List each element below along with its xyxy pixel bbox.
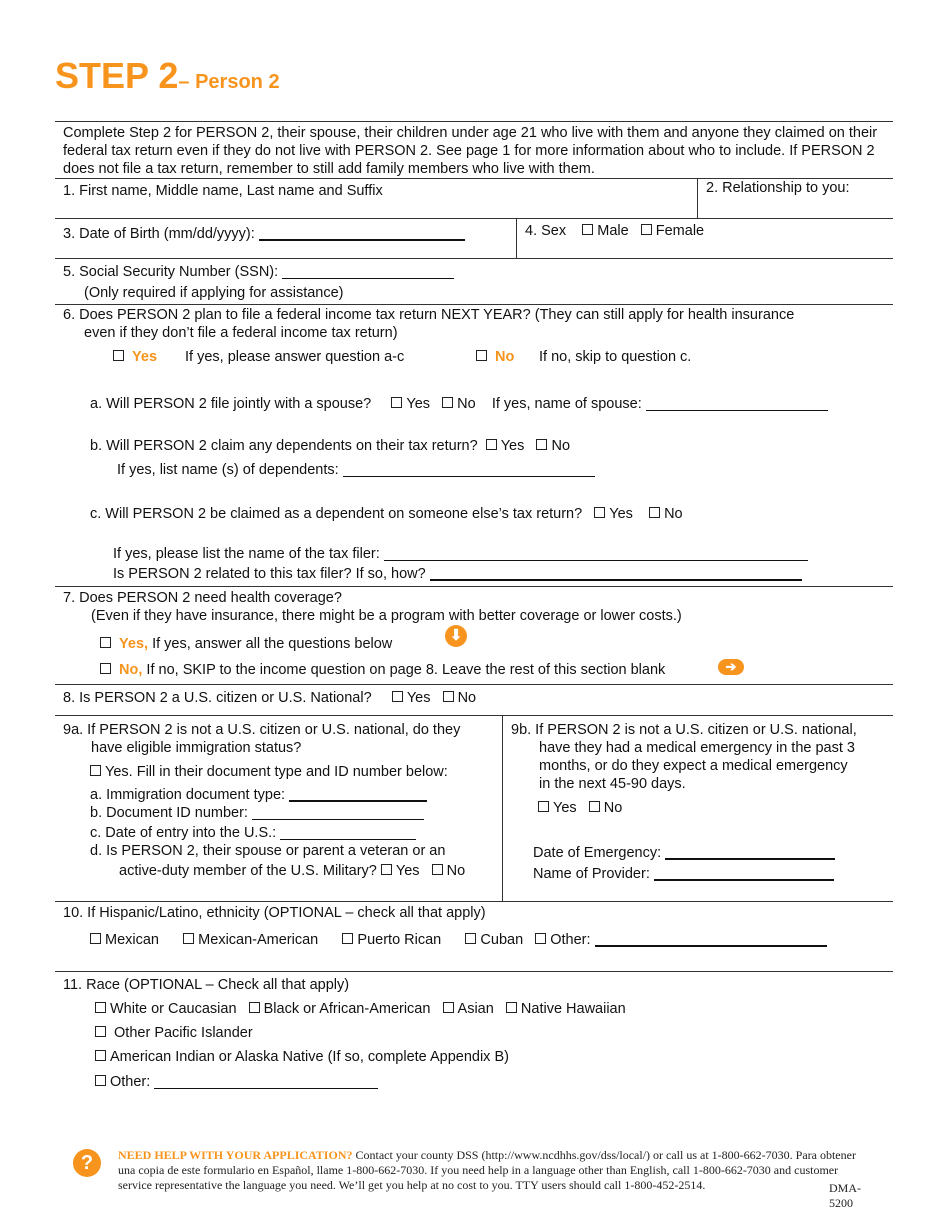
emergency-date-field — [533, 843, 835, 861]
ethnicity-other-label: Other: — [550, 932, 591, 948]
form-code-line2: 5200 — [829, 1196, 853, 1210]
relationship-field-label: 2. Relationship to you: — [706, 180, 850, 196]
help-body: Contact your county DSS (http://www.ncdhhs.gov/dss/local/) or call us at 1-800-662-7030. Para obtener una copia de este formulario en Español, llame 1-800-662-7030. If you need help in a language other than English, call 1-800-662-7030 and customer service representative the language you need. We’ll get you help at no cost to you. TTY users should call 1-800-452-2514. — [118, 1148, 856, 1192]
divider — [55, 586, 893, 587]
q7-yes-note: If yes, answer all the questions below — [152, 636, 393, 652]
q6a-no-label: No — [457, 396, 476, 412]
q6b-field — [90, 438, 570, 454]
q9b-yes-label: Yes — [553, 800, 577, 816]
spouse-name-label: If yes, name of spouse: — [491, 396, 642, 412]
name-field-label: 1. First name, Middle name, Last name and Suffix — [63, 183, 383, 199]
dependents-input[interactable] — [343, 461, 595, 477]
male-label: Male — [597, 223, 629, 239]
q6c-field — [90, 506, 683, 522]
hawaiian-label: Native Hawaiian — [520, 1001, 626, 1017]
race-option-pacific — [95, 1025, 253, 1041]
emergency-date-label: Date of Emergency: — [533, 845, 662, 861]
q6-yes-checkbox[interactable] — [113, 350, 124, 361]
q6-question: 6. Does PERSON 2 plan to file a federal income tax return NEXT YEAR? (They can still apply for health insurance — [63, 307, 795, 323]
puerto-rican-label: Puerto Rican — [357, 932, 442, 948]
doc-id-input[interactable] — [252, 804, 424, 820]
q8-field — [63, 690, 476, 706]
q8-yes-label: Yes — [406, 690, 431, 706]
divider — [516, 218, 517, 258]
divider — [697, 178, 698, 218]
q9a-question-cont: have eligible immigration status? — [91, 740, 302, 756]
puerto-rican-checkbox[interactable] — [342, 933, 353, 944]
race-options-row1 — [95, 1001, 626, 1017]
indian-label: American Indian or Alaska Native (If so, complete Appendix B) — [110, 1049, 509, 1065]
q6b-yes-label: Yes — [500, 438, 525, 454]
divider — [55, 258, 893, 259]
mexican-label: Mexican — [105, 932, 159, 948]
provider-label: Name of Provider: — [533, 866, 650, 882]
related-field — [113, 564, 802, 582]
entry-date-label: c. Date of entry into the U.S.: — [90, 825, 277, 841]
arrow-down-icon: ⬇ — [445, 625, 467, 647]
q6c-yes-label: Yes — [609, 506, 633, 522]
q9a-yes-checkbox[interactable] — [90, 765, 101, 776]
q9b-question: 9b. If PERSON 2 is not a U.S. citizen or U.S. national, — [511, 722, 857, 738]
pacific-label: Other Pacific Islander — [114, 1025, 253, 1041]
mexican-checkbox[interactable] — [90, 933, 101, 944]
q7-question: 7. Does PERSON 2 need health coverage? — [63, 590, 342, 606]
race-other-input[interactable] — [154, 1073, 378, 1089]
divider — [55, 971, 893, 972]
help-text — [118, 1148, 863, 1193]
q7-no-note: If no, SKIP to the income question on page 8. Leave the rest of this section blank — [146, 662, 666, 678]
q9a-yes-label: Yes. Fill in their document type and ID number below: — [105, 764, 448, 780]
emergency-date-input[interactable] — [665, 843, 835, 860]
q7-yes-option — [100, 636, 392, 652]
race-option-other — [95, 1073, 378, 1090]
male-checkbox[interactable] — [582, 224, 593, 235]
divider — [55, 304, 893, 305]
q9b-no-checkbox[interactable] — [589, 801, 600, 812]
dob-field — [63, 224, 465, 242]
sex-label: 4. Sex — [525, 223, 567, 239]
black-label: Black or African-American — [263, 1001, 431, 1017]
immigration-doc-field — [90, 785, 427, 803]
q6a-yes-label: Yes — [406, 396, 431, 412]
help-title: NEED HELP WITH YOUR APPLICATION? — [118, 1148, 353, 1162]
q6a-yes-checkbox[interactable] — [391, 397, 402, 408]
ethnicity-options — [90, 930, 827, 948]
q6-question-cont: even if they don’t file a federal income tax return) — [84, 325, 398, 341]
q6-no-option — [476, 349, 514, 365]
dependents-label: If yes, list name (s) of dependents: — [117, 462, 339, 478]
ssn-input[interactable] — [282, 263, 454, 279]
race-option-indian — [95, 1049, 509, 1065]
q8-question: 8. Is PERSON 2 a U.S. citizen or U.S. National? — [63, 690, 372, 706]
asian-label: Asian — [457, 1001, 494, 1017]
q11-label: 11. Race (OPTIONAL – Check all that apply) — [63, 977, 350, 993]
related-label: Is PERSON 2 related to this tax filer? If so, how? — [113, 566, 426, 582]
veteran-no-label: No — [446, 863, 466, 879]
veteran-yes-label: Yes — [395, 863, 420, 879]
mexican-american-checkbox[interactable] — [183, 933, 194, 944]
q6-yes-option — [113, 349, 157, 365]
q6c-no-label: No — [664, 506, 683, 522]
immigration-doc-label: a. Immigration document type: — [90, 787, 286, 803]
dob-input[interactable] — [259, 224, 465, 241]
divider — [55, 178, 893, 179]
q9b-question-l3: months, or do they expect a medical emergency — [539, 758, 848, 774]
q9b-yes-checkbox[interactable] — [538, 801, 549, 812]
q8-no-label: No — [457, 690, 477, 706]
tax-filer-field — [113, 545, 808, 562]
related-input[interactable] — [430, 564, 802, 581]
q6b-no-checkbox[interactable] — [536, 439, 547, 450]
q6b-yes-checkbox[interactable] — [486, 439, 497, 450]
q6-no-note: If no, skip to question c. — [539, 349, 692, 365]
doc-id-field — [90, 804, 424, 821]
hawaiian-checkbox[interactable] — [506, 1002, 517, 1013]
q9b-question-l4: in the next 45-90 days. — [539, 776, 686, 792]
page-title — [55, 55, 280, 97]
tax-filer-label: If yes, please list the name of the tax filer: — [113, 546, 380, 562]
q6c-question: c. Will PERSON 2 be claimed as a dependent on someone else’s tax return? — [90, 506, 583, 522]
q7-no-option — [100, 662, 665, 678]
q6-no-label: No — [495, 349, 515, 365]
divider — [55, 901, 893, 902]
q10-label: 10. If Hispanic/Latino, ethnicity (OPTIONAL – check all that apply) — [63, 905, 486, 921]
sex-field — [525, 223, 704, 239]
spouse-name-input[interactable] — [646, 395, 828, 411]
q9b-no-label: No — [603, 800, 623, 816]
q9a-yes-option — [90, 764, 448, 780]
race-other-label: Other: — [110, 1074, 151, 1090]
q6-yes-label: Yes — [132, 349, 158, 365]
q6-yes-note: If yes, please answer question a-c — [185, 349, 405, 365]
entry-date-field — [90, 824, 416, 841]
divider — [55, 715, 893, 716]
divider — [502, 715, 503, 901]
q6a-field — [90, 395, 828, 412]
help-icon: ? — [73, 1149, 101, 1177]
dependents-field — [117, 461, 595, 478]
q7-yes-label: Yes, — [119, 636, 149, 652]
asian-checkbox[interactable] — [443, 1002, 454, 1013]
cuban-checkbox[interactable] — [465, 933, 476, 944]
entry-date-input[interactable] — [280, 824, 416, 840]
q8-no-checkbox[interactable] — [443, 691, 454, 702]
ssn-note: (Only required if applying for assistance) — [84, 285, 344, 301]
provider-input[interactable] — [654, 864, 834, 881]
q6a-question: a. Will PERSON 2 file jointly with a spouse? — [90, 396, 372, 412]
tax-filer-input[interactable] — [384, 545, 808, 561]
doc-id-label: b. Document ID number: — [90, 805, 248, 821]
step-label: STEP 2 — [55, 55, 179, 96]
female-label: Female — [655, 223, 705, 239]
veteran-field — [119, 863, 465, 879]
indian-checkbox[interactable] — [95, 1050, 106, 1061]
q9a-question: 9a. If PERSON 2 is not a U.S. citizen or U.S. national, do they — [63, 722, 461, 738]
veteran-question-cont: active-duty member of the U.S. Military? — [119, 863, 377, 879]
q7-no-checkbox[interactable] — [100, 663, 111, 674]
q9b-options — [538, 800, 622, 816]
q8-yes-checkbox[interactable] — [392, 691, 403, 702]
veteran-question: d. Is PERSON 2, their spouse or parent a veteran or an — [90, 843, 446, 859]
pacific-checkbox[interactable] — [95, 1026, 106, 1037]
intro-text: Complete Step 2 for PERSON 2, their spouse, their children under age 21 who live with them and anyone they claimed on their federal tax return even if they do not live with PERSON 2. See page 1 for more information about who to include. If PERSON 2 does not file a tax return, remember to still add family members who live with them. — [63, 125, 878, 177]
white-checkbox[interactable] — [95, 1002, 106, 1013]
provider-field — [533, 864, 834, 882]
white-label: White or Caucasian — [110, 1001, 237, 1017]
ssn-label: 5. Social Security Number (SSN): — [63, 264, 279, 280]
q7-question-cont: (Even if they have insurance, there might be a program with better coverage or lower costs.) — [91, 608, 682, 624]
q6-no-checkbox[interactable] — [476, 350, 487, 361]
ethnicity-other-input[interactable] — [595, 930, 827, 947]
divider — [55, 684, 893, 685]
black-checkbox[interactable] — [249, 1002, 260, 1013]
divider — [55, 121, 893, 122]
q9b-question-l2: have they had a medical emergency in the past 3 — [539, 740, 855, 756]
q6c-yes-checkbox[interactable] — [594, 507, 605, 518]
ssn-field — [63, 263, 454, 280]
veteran-no-checkbox[interactable] — [432, 864, 443, 875]
cuban-label: Cuban — [480, 932, 524, 948]
form-code-line1: DMA- — [829, 1181, 861, 1195]
immigration-doc-input[interactable] — [289, 785, 427, 802]
q7-yes-checkbox[interactable] — [100, 637, 111, 648]
veteran-yes-checkbox[interactable] — [381, 864, 392, 875]
q7-no-label: No, — [119, 662, 143, 678]
q6a-no-checkbox[interactable] — [442, 397, 453, 408]
divider — [55, 218, 893, 219]
q6b-question: b. Will PERSON 2 claim any dependents on their tax return? — [90, 438, 478, 454]
ethnicity-other-checkbox[interactable] — [535, 933, 546, 944]
female-checkbox[interactable] — [641, 224, 652, 235]
person-label: – Person 2 — [178, 71, 280, 93]
dob-label: 3. Date of Birth (mm/dd/yyyy): — [63, 226, 255, 242]
mexican-american-label: Mexican-American — [198, 932, 319, 948]
q6b-no-label: No — [551, 438, 571, 454]
arrow-right-icon: ➔ — [718, 659, 744, 675]
q6c-no-checkbox[interactable] — [649, 507, 660, 518]
race-other-checkbox[interactable] — [95, 1075, 106, 1086]
